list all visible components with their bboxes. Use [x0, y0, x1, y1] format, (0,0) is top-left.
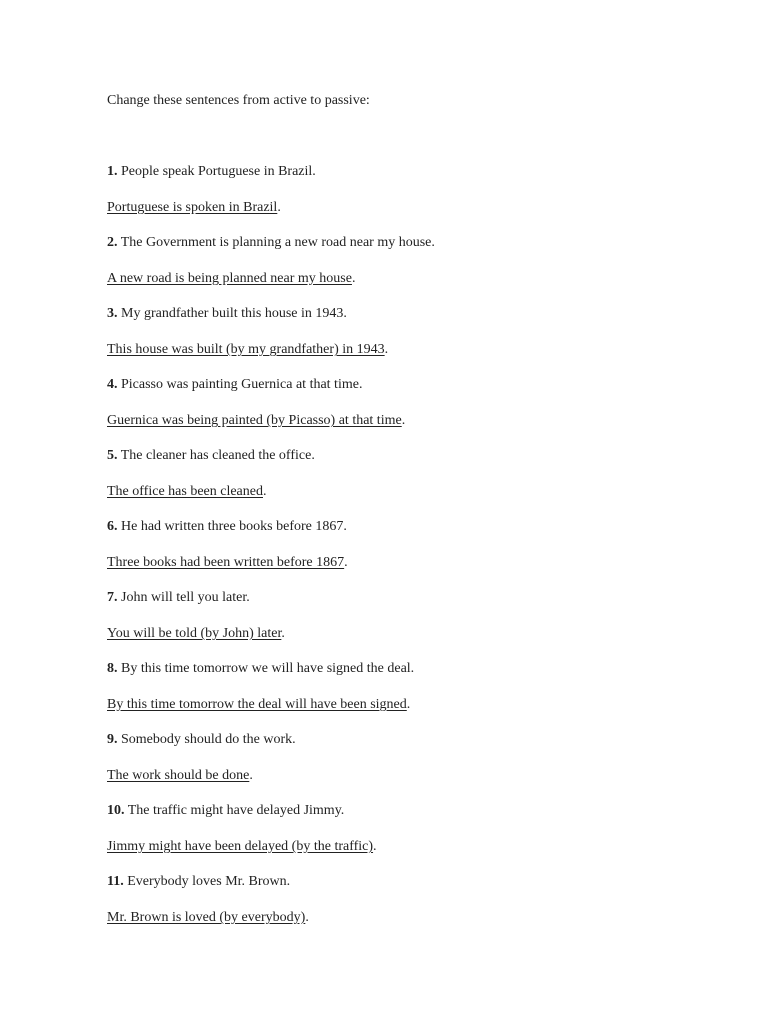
item-number: 7.: [107, 590, 118, 605]
passive-answer: By this time tomorrow the deal will have been signed: [107, 697, 407, 712]
answer-sentence: [107, 553, 435, 573]
answer-sentence: [107, 269, 435, 289]
answer-period: .: [401, 413, 406, 428]
passive-answer: You will be told (by John) later: [107, 626, 282, 641]
exercise-list: [107, 162, 435, 943]
exercise-item-3: [107, 304, 435, 360]
question-sentence: [107, 375, 435, 395]
passive-answer: A new road is being planned near my house: [107, 271, 352, 286]
instruction-text: Change these sentences from active to passive:: [107, 93, 370, 108]
question-sentence: [107, 304, 435, 324]
answer-sentence: [107, 340, 435, 360]
item-number: 11.: [107, 874, 124, 889]
passive-answer: Guernica was being painted (by Picasso) at that time: [107, 413, 402, 428]
answer-sentence: [107, 198, 435, 218]
passive-answer: Three books had been written before 1867: [107, 555, 345, 570]
item-number: 6.: [107, 519, 118, 534]
exercise-item-10: [107, 801, 435, 857]
question-sentence: [107, 730, 435, 750]
passive-answer: Portuguese is spoken in Brazil: [107, 200, 278, 215]
item-number: 5.: [107, 448, 118, 463]
passive-answer: The office has been cleaned: [107, 484, 263, 499]
active-sentence: My grandfather built this house in 1943.: [117, 306, 347, 321]
exercise-item-1: [107, 162, 435, 218]
answer-sentence: [107, 695, 435, 715]
passive-answer: This house was built (by my grandfather) in 1943: [107, 342, 385, 357]
exercise-item-7: [107, 588, 435, 644]
exercise-item-8: [107, 659, 435, 715]
answer-period: .: [263, 484, 267, 499]
item-number: 2.: [107, 235, 118, 250]
active-sentence: He had written three books before 1867.: [117, 519, 347, 534]
item-number: 8.: [107, 661, 118, 676]
question-sentence: [107, 801, 435, 821]
answer-period: .: [249, 768, 253, 783]
answer-sentence: [107, 837, 435, 857]
exercise-item-9: [107, 730, 435, 786]
active-sentence: By this time tomorrow we will have signed the deal.: [117, 661, 415, 676]
passive-answer: The work should be done: [107, 768, 250, 783]
answer-sentence: [107, 482, 435, 502]
question-sentence: [107, 872, 435, 892]
item-number: 10.: [107, 803, 125, 818]
active-sentence: The cleaner has cleaned the office.: [117, 448, 315, 463]
answer-period: .: [305, 910, 309, 925]
question-sentence: [107, 446, 435, 466]
answer-period: .: [351, 271, 356, 286]
active-sentence: The traffic might have delayed Jimmy.: [124, 803, 345, 818]
active-sentence: People speak Portuguese in Brazil.: [117, 164, 316, 179]
item-number: 9.: [107, 732, 118, 747]
answer-sentence: [107, 411, 435, 431]
passive-answer: Jimmy might have been delayed (by the traffic): [107, 839, 374, 854]
exercise-item-6: [107, 517, 435, 573]
answer-period: .: [384, 342, 389, 357]
question-sentence: [107, 233, 435, 253]
answer-period: .: [344, 555, 348, 570]
question-sentence: [107, 162, 435, 182]
passive-answer: Mr. Brown is loved (by everybody): [107, 910, 306, 925]
answer-period: .: [406, 697, 411, 712]
exercise-item-2: [107, 233, 435, 289]
active-sentence: Picasso was painting Guernica at that time.: [117, 377, 363, 392]
exercise-item-4: [107, 375, 435, 431]
answer-period: .: [281, 626, 285, 641]
exercise-item-11: [107, 872, 435, 928]
active-sentence: John will tell you later.: [117, 590, 250, 605]
active-sentence: Somebody should do the work.: [117, 732, 296, 747]
item-number: 3.: [107, 306, 118, 321]
active-sentence: The Government is planning a new road near my house.: [117, 235, 435, 250]
question-sentence: [107, 588, 435, 608]
item-number: 1.: [107, 164, 118, 179]
active-sentence: Everybody loves Mr. Brown.: [123, 874, 291, 889]
question-sentence: [107, 517, 435, 537]
answer-sentence: [107, 908, 435, 928]
question-sentence: [107, 659, 435, 679]
answer-period: .: [277, 200, 281, 215]
answer-period: .: [373, 839, 377, 854]
answer-sentence: [107, 766, 435, 786]
item-number: 4.: [107, 377, 118, 392]
exercise-item-5: [107, 446, 435, 502]
answer-sentence: [107, 624, 435, 644]
